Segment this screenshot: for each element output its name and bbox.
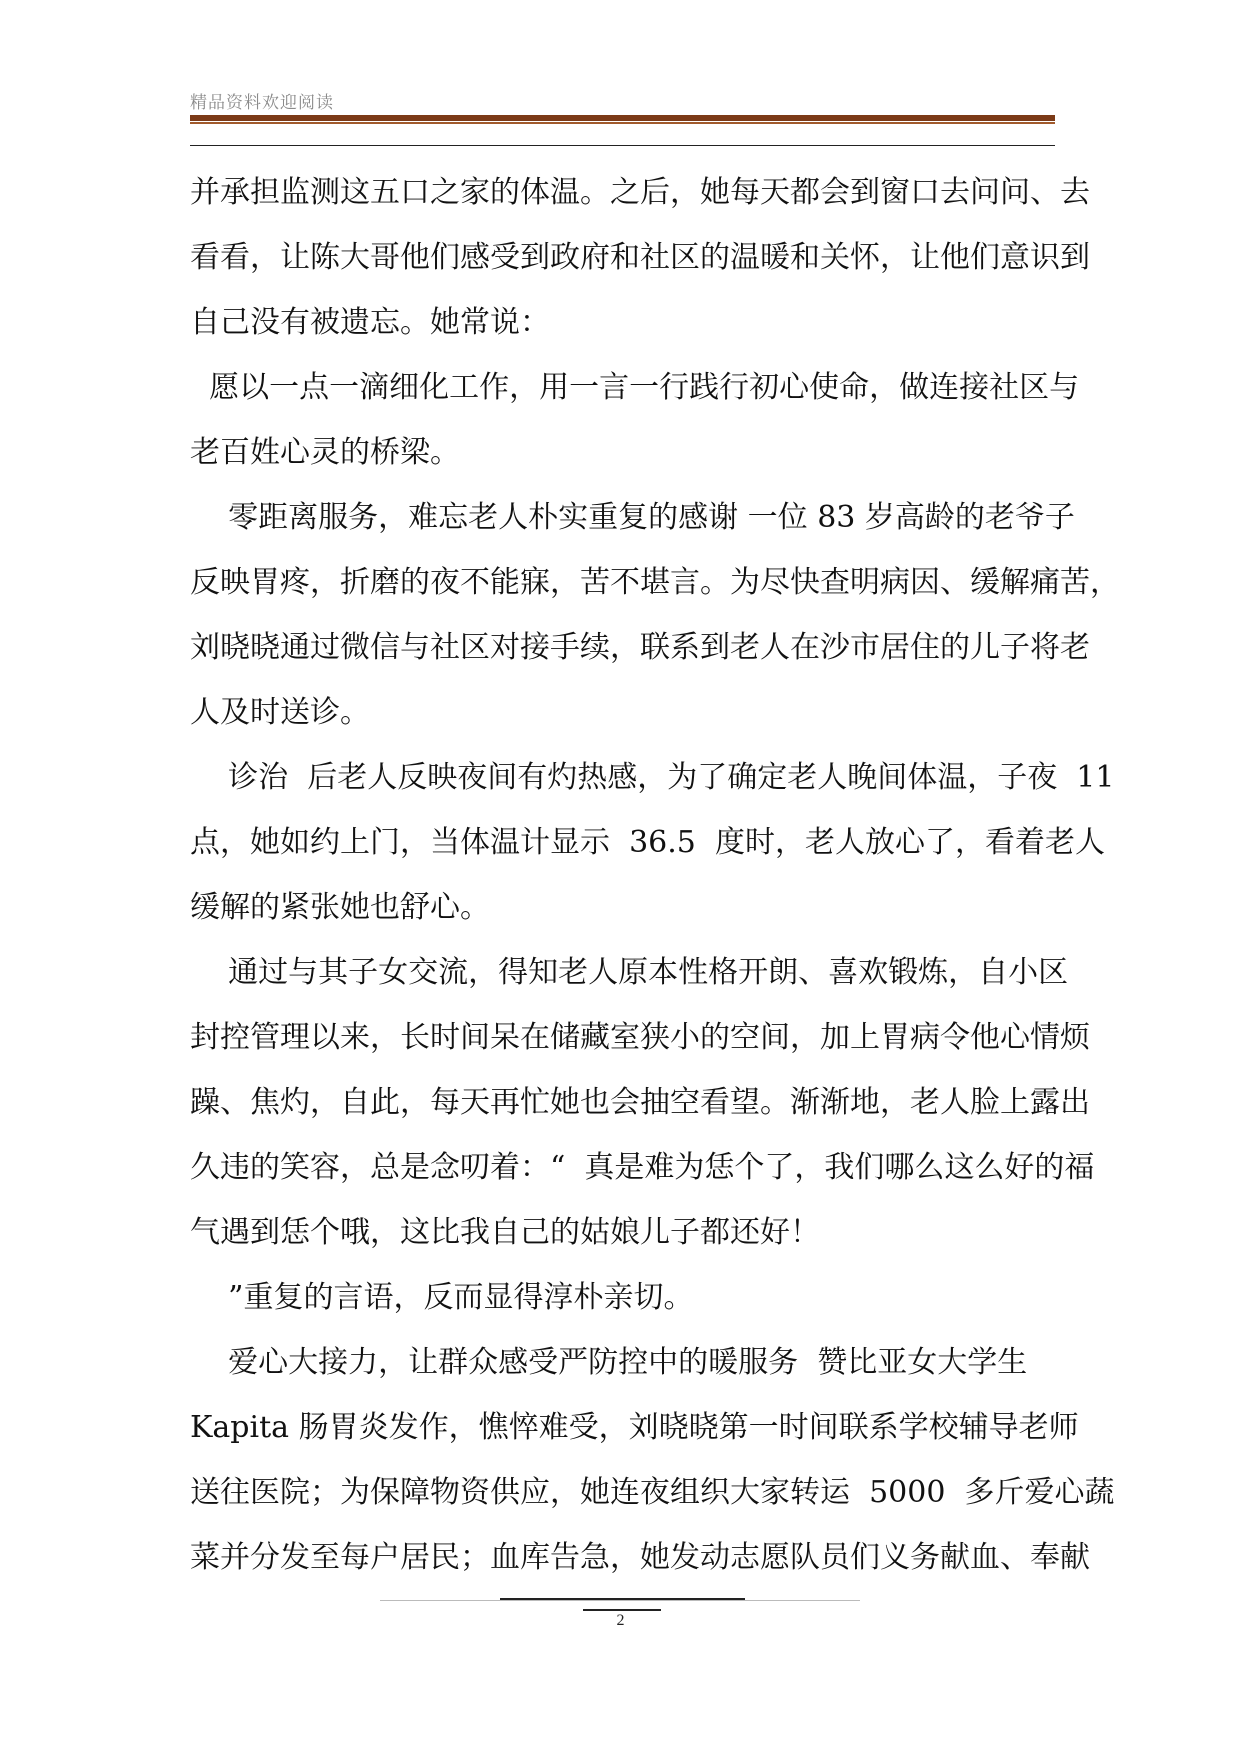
body-line: 通过与其子女交流，得知老人原本性格开朗、喜欢锻炼，自小区 (190, 955, 1069, 990)
body-line: 缓解的紧张她也舒心。 (190, 890, 490, 925)
body-line: 人及时送诊。 (190, 695, 370, 730)
body-line: 自己没有被遗忘。她常说： (190, 305, 550, 340)
body-line: 久违的笑容，总是念叨着：“ 真是难为恁个了，我们哪么这么好的福 (190, 1150, 1095, 1185)
body-line: 诊治 后老人反映夜间有灼热感，为了确定老人晚间体温，子夜 11 (190, 760, 1115, 795)
body-line: ”重复的言语，反而显得淳朴亲切。 (190, 1280, 694, 1315)
body-line: 老百姓心灵的桥梁。 (190, 435, 460, 470)
page-number: 2 (616, 1612, 625, 1629)
body-line: 躁、焦灼，自此，每天再忙她也会抽空看望。渐渐地，老人脸上露出 (190, 1085, 1090, 1120)
body-line: 并承担监测这五口之家的体温。之后，她每天都会到窗口去问问、去 (190, 175, 1090, 210)
body-line: 菜并分发至每户居民；血库告急，她发动志愿队员们义务献血、奉献 (190, 1540, 1090, 1575)
header-rule-accent (190, 122, 1055, 124)
document-body (190, 160, 1120, 1590)
page-header-label: 精品资料欢迎阅读 (190, 93, 334, 113)
footer-rule (380, 1600, 860, 1601)
body-line: 刘晓晓通过微信与社区对接手续，联系到老人在沙市居住的儿子将老 (190, 630, 1090, 665)
body-line: 点，她如约上门，当体温计显示 36.5 度时，老人放心了，看着老人 (190, 825, 1105, 860)
body-line: 封控管理以来，长时间呆在储藏室狭小的空间，加上胃病令他心情烦 (190, 1020, 1090, 1055)
header-rule-thick (190, 115, 1055, 121)
body-line: 愿以一点一滴细化工作，用一言一行践行初心使命，做连接社区与 (190, 370, 1080, 405)
body-line: 零距离服务，难忘老人朴实重复的感谢 一位 83 岁高龄的老爷子 (190, 500, 1075, 535)
body-line: 看看，让陈大哥他们感受到政府和社区的温暖和关怀，让他们意识到 (190, 240, 1090, 275)
body-line: 反映胃疼，折磨的夜不能寐，苦不堪言。为尽快查明病因、缓解痛苦， (190, 565, 1120, 600)
body-line: 气遇到恁个哦，这比我自己的姑娘儿子都还好！ (190, 1215, 820, 1250)
footer-rule-dark (500, 1598, 745, 1600)
header-rule-thin (190, 145, 1055, 146)
body-line: 爱心大接力，让群众感受严防控中的暖服务 赞比亚女大学生 (190, 1345, 1028, 1380)
body-line: Kapita 肠胃炎发作，憔悴难受，刘晓晓第一时间联系学校辅导老师 (190, 1410, 1079, 1445)
body-line: 送往医院；为保障物资供应，她连夜组织大家转运 5000 多斤爱心蔬 (190, 1475, 1115, 1510)
footer-rule-short (583, 1609, 661, 1611)
